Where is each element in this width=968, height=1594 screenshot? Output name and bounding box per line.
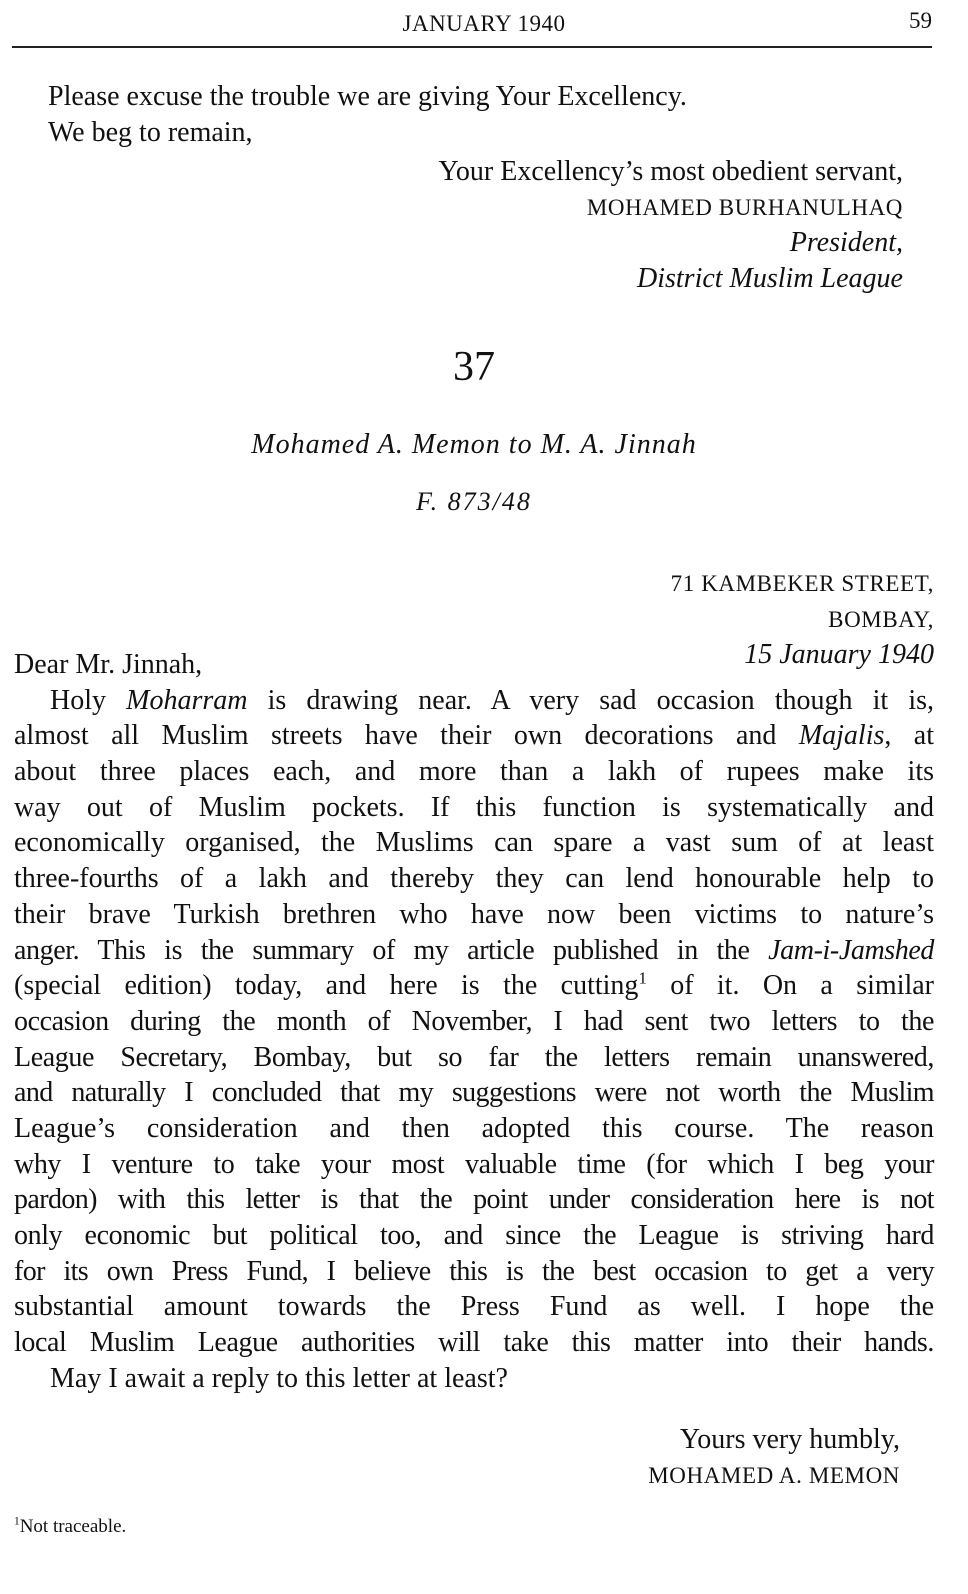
body-line: occasion during the month of November, I had sent two letters to the: [14, 1005, 934, 1037]
body-line: almost all Muslim streets have their own decorations and Majalis, at: [14, 720, 935, 752]
document-heading: Mohamed A. Memon to M. A. Jinnah: [251, 429, 697, 460]
salutation: Dear Mr. Jinnah,: [14, 649, 203, 680]
body-line: League Secretary, Bombay, but so far the letters remain unanswered,: [14, 1041, 934, 1073]
body-line: and naturally I concluded that my suggestions were not worth the Muslim: [14, 1077, 934, 1109]
page-number: 59: [909, 8, 932, 33]
footnote-marker: 1: [638, 968, 647, 988]
letter-sign-off: [400, 1422, 900, 1493]
closing-line: We beg to remain,: [48, 116, 253, 148]
italic-term: Jam-i-Jamshed: [768, 934, 934, 966]
complimentary-close: Yours very humbly,: [679, 1424, 900, 1455]
document-number: 37: [453, 344, 495, 390]
previous-letter-signature: [300, 154, 903, 297]
running-head-title: JANUARY 1940: [402, 11, 566, 36]
body-line: way out of Muslim pockets. If this function is systematically and: [14, 791, 934, 823]
complimentary-close: Your Excellency’s most obedient servant,: [438, 156, 903, 187]
address-street: 71 KAMBEKER STREET,: [670, 571, 934, 596]
closing-line: Please excuse the trouble we are giving Your Excellency.: [48, 81, 687, 112]
body-line: substantial amount towards the Press Fund as well. I hope the: [14, 1291, 934, 1323]
body-line: local Muslim League authorities will take this matter into their hands.: [14, 1327, 934, 1359]
address-city: BOMBAY,: [828, 606, 934, 632]
body-line: (special edition) today, and here is the cutting$^1$ of it. On a similar: [14, 968, 935, 1002]
signatory-title: President,: [789, 227, 903, 259]
signatory-name: MOHAMED BURHANULHAQ: [586, 194, 903, 220]
body-line: three-fourths of a lakh and thereby they can lend honourable help to: [14, 863, 934, 895]
header-rule: [12, 46, 932, 48]
body-line: only economic but political too, and since the League is striving hard: [14, 1220, 934, 1251]
body-line: for its own Press Fund, I believe this is the best occasion to get a very: [14, 1255, 934, 1287]
body-line: Holy Moharram is drawing near. A very sad occasion though it is,: [50, 684, 935, 716]
body-line: economically organised, the Muslims can spare a vast sum of at least: [14, 827, 934, 859]
letter-date: 15 January 1940: [744, 639, 934, 671]
signatory-name: MOHAMED A. MEMON: [648, 1462, 900, 1488]
body-line: anger. This is the summary of my article published in the Jam-i-Jamshed: [14, 934, 934, 966]
body-line: pardon) with this letter is that the point under consideration here is not: [14, 1184, 934, 1216]
signatory-organisation: District Muslim League: [637, 263, 903, 295]
document-reference: F. 873/48: [416, 487, 532, 516]
italic-term: Moharram: [126, 684, 248, 716]
previous-letter-closing: [48, 79, 828, 150]
running-head: [0, 8, 968, 40]
body-line: League’s consideration and then adopted this course. The reason: [14, 1112, 934, 1144]
body-line: May I await a reply to this letter at least?: [50, 1362, 508, 1394]
footnote: [14, 1516, 126, 1538]
footnote-number: 1: [14, 1515, 20, 1528]
body-line: about three places each, and more than a lakh of rupees make its: [14, 756, 934, 788]
letter-body: [14, 647, 934, 1396]
italic-term: Majalis: [798, 720, 885, 752]
body-line: their brave Turkish brethren who have now been victims to nature’s: [14, 898, 934, 930]
footnote-text: Not traceable.: [19, 1516, 127, 1537]
body-line: why I venture to take your most valuable time (for which I beg your: [14, 1148, 934, 1180]
